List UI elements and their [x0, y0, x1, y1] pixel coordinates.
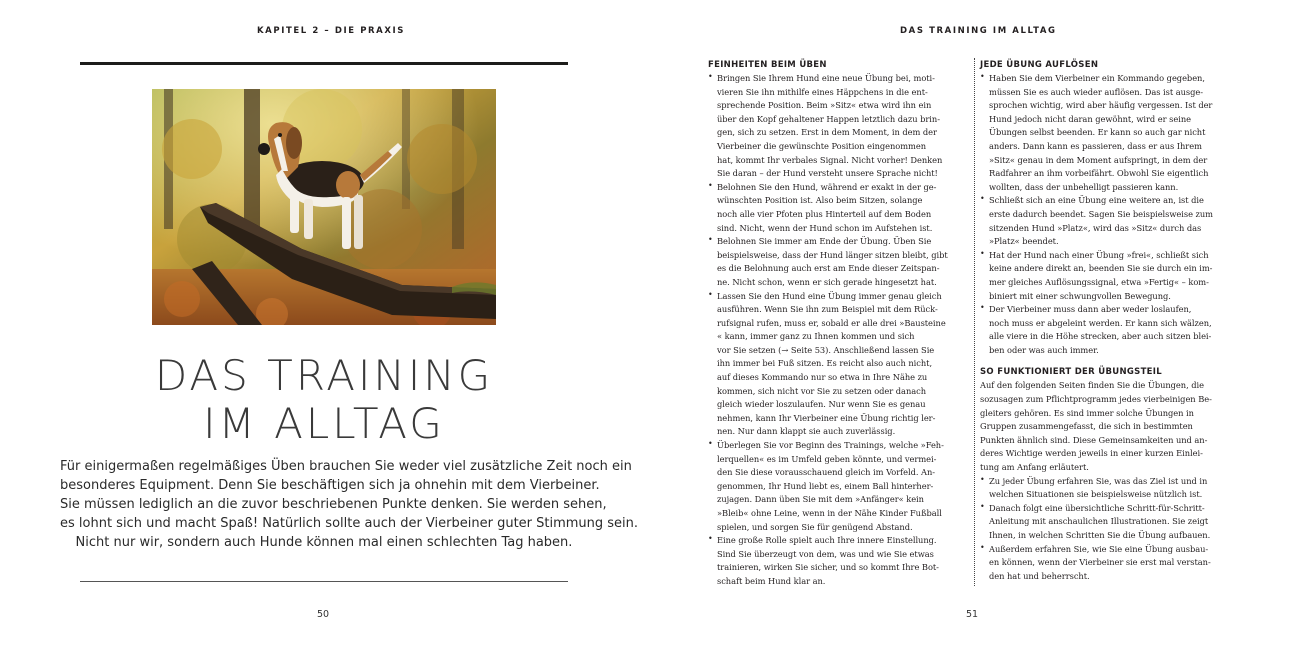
bullet-item [980, 543, 1242, 584]
bullet-item [980, 475, 1242, 502]
text-line: hat, kommt Ihr verbales Signal. Nicht vorher! Denken [717, 154, 943, 165]
text-line: • Lassen Sie den Hund eine Übung immer genau gleich [717, 290, 942, 301]
column-left [708, 59, 968, 589]
column-divider [974, 58, 975, 586]
text-line: sozusagen zum Pflichtprogramm jedes vierbeinigen Be- [980, 394, 1212, 405]
page-number-right: 51 [966, 609, 979, 620]
text-line: Vierbeiner die gewünschte Position eingenommen [717, 140, 927, 151]
text-line: • Zu jeder Übung erfahren Sie, was das Ziel ist und in [989, 475, 1208, 486]
text-line: noch alle vier Pfoten plus Hinterteil auf dem Boden [717, 208, 932, 219]
bullet-item [980, 194, 1242, 248]
chapter-title-line: DAS TRAINING [154, 351, 494, 400]
text-line: beispielsweise, dass der Hund länger sitzen bleibt, gibt [717, 249, 948, 260]
text-line: • Haben Sie dem Vierbeiner ein Kommando gegeben, [989, 73, 1205, 83]
text-line: vor Sie setzen (→ Seite 53). Anschließend lassen Sie [717, 344, 935, 355]
text-line: wünschten Position ist. Also beim Sitzen, solange [717, 195, 923, 206]
bullet-list [708, 72, 968, 589]
section-heading: SO FUNKTIONIERT DER ÜBUNGSTEIL [980, 367, 1162, 378]
bullet-item [980, 72, 1242, 194]
text-line: schaft beim Hund klar an. [717, 575, 826, 586]
text-line: über den Kopf gehaltener Happen letztlich dazu brin- [717, 113, 940, 124]
paragraph [980, 379, 1242, 474]
text-line: sprochen wichtig, wird aber häufig vergessen. Ist der [989, 100, 1213, 111]
text-line: spielen, und sorgen Sie für genügend Abstand. [717, 521, 913, 532]
text-line: Hund jedoch nicht daran gewöhnt, wird er seine [989, 113, 1191, 124]
right-page [648, 0, 1296, 648]
bullet-list [980, 475, 1242, 584]
text-line: sprechende Position. Beim »Sitz« etwa wird ihn ein [717, 100, 932, 111]
text-line: anders. Dann kann es passieren, dass er aus Ihrem [989, 140, 1202, 151]
intro-line: Für einigermaßen regelmäßiges Üben brauchen Sie weder viel zusätzliche Zeit noch ein [60, 459, 632, 474]
text-line: auf dieses Kommando nur so etwa in Ihre Nähe zu [717, 372, 928, 383]
text-line: biniert mit einer schwungvollen Bewegung. [989, 290, 1171, 301]
intro-line: Nicht nur wir, sondern auch Hunde können mal einen schlechten Tag haben. [75, 535, 573, 550]
text-line: ben oder was auch immer. [989, 344, 1099, 355]
bullet-item [708, 290, 968, 440]
text-line: nen. Nur dann klappt sie auch zuverlässig. [717, 426, 896, 437]
text-line: • Bringen Sie Ihrem Hund eine neue Übung bei, moti- [717, 73, 935, 83]
text-line: • Schließt sich an eine Übung eine weitere an, ist die [989, 195, 1204, 206]
text-line: lerquellen« es im Umfeld geben könnte, und vermei- [717, 453, 937, 464]
text-line: den hat und beherrscht. [989, 570, 1090, 581]
text-line: « kann, immer ganz zu Ihnen kommen und sich [717, 331, 915, 342]
text-line: • Außerdem erfahren Sie, wie Sie eine Übung ausbau- [989, 543, 1209, 554]
text-line: ne. Nicht schon, wenn er sich gerade hingesetzt hat. [717, 276, 937, 287]
text-line: Sind Sie überzeugt von dem, was und wie Sie etwas [717, 548, 934, 559]
section-heading: JEDE ÜBUNG AUFLÖSEN [980, 60, 1099, 70]
bullet-list [980, 72, 1242, 357]
bullet-item [980, 303, 1242, 357]
text-line: Sie daran – der Hund versteht unsere Sprache nicht! [717, 168, 938, 179]
bullet-item [708, 72, 968, 181]
bullet-item [708, 181, 968, 235]
text-line: »Sitz« genau in dem Moment aufspringt, in dem der [989, 154, 1208, 165]
text-line: wollten, dass der unbehelligt passieren kann. [989, 181, 1179, 192]
text-line: sitzenden Hund »Platz«, wird das »Sitz« durch das [989, 222, 1202, 233]
text-line: • Der Vierbeiner muss dann aber weder loslaufen, [989, 304, 1192, 315]
text-line: zujagen. Dann üben Sie mit dem »Anfänger« kein [717, 494, 924, 505]
chapter-title [80, 352, 568, 448]
text-line: Radfahrer an ihm vorbeifährt. Obwohl Sie eigentlich [989, 168, 1209, 179]
intro-line: es lohnt sich und macht Spaß! Natürlich sollte auch der Vierbeiner guter Stimmung sein. [60, 516, 639, 531]
text-line: rufsignal rufen, muss er, sobald er alle drei »Bausteine [717, 317, 946, 328]
bullet-item [980, 249, 1242, 303]
text-line: welchen Situationen sie beispielsweise nützlich ist. [989, 489, 1203, 500]
text-line: ihn immer bei Fuß sitzen. Es reicht also auch nicht, [717, 358, 933, 369]
bullet-item [708, 534, 968, 588]
text-line: Punkten ähnlich sind. Diese Gemeinsamkeiten und an- [980, 434, 1208, 445]
text-line: gen, sich zu setzen. Erst in dem Moment, in dem der [717, 127, 937, 138]
section-heading: FEINHEITEN BEIM ÜBEN [708, 60, 827, 70]
bullet-item [708, 235, 968, 289]
bottom-rule [80, 581, 568, 582]
text-line: müssen Sie es auch wieder auflösen. Das ist ausge- [989, 86, 1203, 97]
page-number-left: 50 [317, 609, 330, 620]
text-line: den Sie diese vorausschauend gleich im Vorfeld. An- [717, 467, 936, 478]
bullet-item [980, 502, 1242, 543]
beagle-photo [152, 89, 496, 325]
text-line: kommen, sich nicht vor Sie zu setzen oder danach [717, 385, 927, 396]
text-line: es die Belohnung auch erst am Ende dieser Zeitspan- [717, 263, 940, 274]
text-line: trainieren, wirken Sie sicher, und so kommt Ihre Bot- [717, 562, 939, 573]
running-head-right: DAS TRAINING IM ALLTAG [900, 26, 1057, 36]
column-right [980, 59, 1242, 583]
text-line: • Danach folgt eine übersichtliche Schritt-für-Schritt- [989, 502, 1205, 513]
text-line: Übungen selbst beenden. Er kann so auch gar nicht [989, 127, 1206, 138]
text-line: keine andere direkt an, beenden Sie sie durch ein im- [989, 263, 1213, 274]
text-line: gleich wieder loszulaufen. Nur wenn Sie es genau [717, 399, 926, 410]
text-line: nehmen, kann Ihr Vierbeiner eine Übung richtig ler- [717, 412, 936, 423]
text-line: • Überlegen Sie vor Beginn des Trainings, welche »Feh- [717, 440, 944, 451]
text-line: deres Wichtige werden jeweils in einer kurzen Einlei- [980, 448, 1203, 459]
text-line: »Platz« beendet. [989, 236, 1059, 247]
text-line: Auf den folgenden Seiten finden Sie die Übungen, die [980, 380, 1204, 391]
top-rule [80, 62, 568, 65]
intro-line: Sie müssen lediglich an die zuvor beschriebenen Punkte denken. Sie werden sehen, [60, 497, 607, 512]
text-line: en können, wenn der Vierbeiner sie erst mal verstan- [989, 557, 1211, 568]
text-line: erste dadurch beendet. Sagen Sie beispielsweise zum [989, 208, 1213, 219]
text-line: tung am Anfang erläutert. [980, 462, 1089, 473]
text-line: genommen, Ihr Hund liebt es, einem Ball hinterher- [717, 480, 934, 491]
text-line: ausführen. Wenn Sie ihn zum Beispiel mit dem Rück- [717, 304, 938, 315]
running-head-left: KAPITEL 2 – DIE PRAXIS [257, 26, 405, 36]
text-line: • Belohnen Sie immer am Ende der Übung. Üben Sie [717, 236, 932, 247]
text-line: • Hat der Hund nach einer Übung »frei«, schließt sich [989, 249, 1209, 260]
bullet-item [708, 439, 968, 534]
text-line: sind. Nicht, wenn der Hund schon im Aufstehen ist. [717, 222, 933, 233]
text-line: Anleitung mit anschaulichen Illustrationen. Sie zeigt [989, 516, 1209, 527]
text-line: »Bleib« ohne Leine, wenn in der Nähe Kinder Fußball [717, 508, 942, 518]
text-line: gleiters gehören. Es sind immer solche Übungen in [980, 407, 1194, 418]
text-line: noch muss er abgeleint werden. Er kann sich wälzen, [989, 317, 1212, 328]
text-line: mer gleiches Auflösungssignal, etwa »Fertig« – kom- [989, 276, 1209, 287]
text-line: alle viere in die Höhe strecken, aber auch sitzen blei- [989, 331, 1212, 342]
text-line: vieren Sie ihn mithilfe eines Häppchens in die ent- [717, 86, 928, 97]
text-line: Gruppen zusammengefasst, die sich in bestimmten [980, 421, 1193, 432]
text-line: • Belohnen Sie den Hund, während er exakt in der ge- [717, 181, 937, 192]
chapter-title-line: IM ALLTAG [203, 399, 445, 448]
text-line: Ihnen, in welchen Schritten Sie die Übung aufbauen. [989, 530, 1211, 540]
intro-line: besonderes Equipment. Denn Sie beschäftigen sich ja ohnehin mit dem Vierbeiner. [60, 478, 600, 493]
intro-text [60, 457, 639, 552]
text-line: • Eine große Rolle spielt auch Ihre innere Einstellung. [717, 535, 937, 546]
